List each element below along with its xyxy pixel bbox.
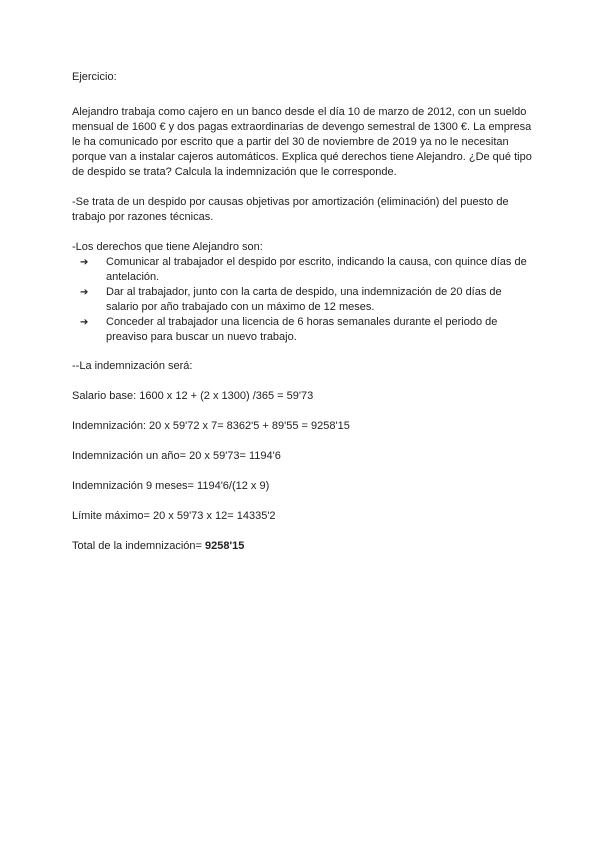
document-body [72,70,532,554]
indemnity-heading: --La indemnización será: [72,360,193,372]
calc-base-salary: Salario base: 1600 x 12 + (2 x 1300) /365 = 59'73 [72,390,314,402]
dismissal-type-paragraph: -Se trata de un despido por causas objetivas por amortización (eliminación) del puesto de trabajo por razones técnicas. [72,196,509,223]
calc-indemnity: Indemnización: 20 x 59'72 x 7= 8362'5 + 89'55 = 9258'15 [72,420,350,432]
indemnity-total [72,539,532,554]
calc-indemnity-one-year: Indemnización un año= 20 x 59'73= 1194'6 [72,450,281,462]
exercise-title: Ejercicio: [72,71,117,83]
rights-item-text: Comunicar al trabajador el despido por escrito, indicando la causa, con quince días de antelación. [106,256,527,283]
rights-heading: -Los derechos que tiene Alejandro son: [72,241,263,253]
rights-list-item [72,315,532,345]
rights-item-text: Dar al trabajador, junto con la carta de despido, una indemnización de 20 días de salario por año trabajado con un máximo de 12 meses. [106,286,502,313]
calc-indemnity-nine-months: Indemnización 9 meses= 1194'6/(12 x 9) [72,480,270,492]
arrow-right-icon: ➔ [80,287,89,298]
rights-list-item [72,285,532,315]
rights-list [72,255,532,345]
total-label: Total de la indemnización= [72,540,205,552]
exercise-statement: Alejandro trabaja como cajero en un banco desde el día 10 de marzo de 2012, con un sueldo mensual de 1600 € y dos pagas extraordinarias de devengo semestral de 1300 €. La empresa le ha comunicado por escrito que a partir del 30 de noviembre de 2019 ya no le necesitan porque van a instalar cajeros automáticos. Explica qué derechos tiene Alejandro. ¿De qué tipo de despido se trata? Calcula la indemnización que le corresponde. [72,106,532,178]
total-value: 9258'15 [205,540,245,552]
calc-max-limit: Límite máximo= 20 x 59'73 x 12= 14335'2 [72,510,276,522]
rights-item-text: Conceder al trabajador una licencia de 6 horas semanales durante el periodo de preaviso para buscar un nuevo trabajo. [106,316,498,343]
arrow-right-icon: ➔ [80,317,89,328]
arrow-right-icon: ➔ [80,257,89,268]
rights-list-item [72,255,532,285]
